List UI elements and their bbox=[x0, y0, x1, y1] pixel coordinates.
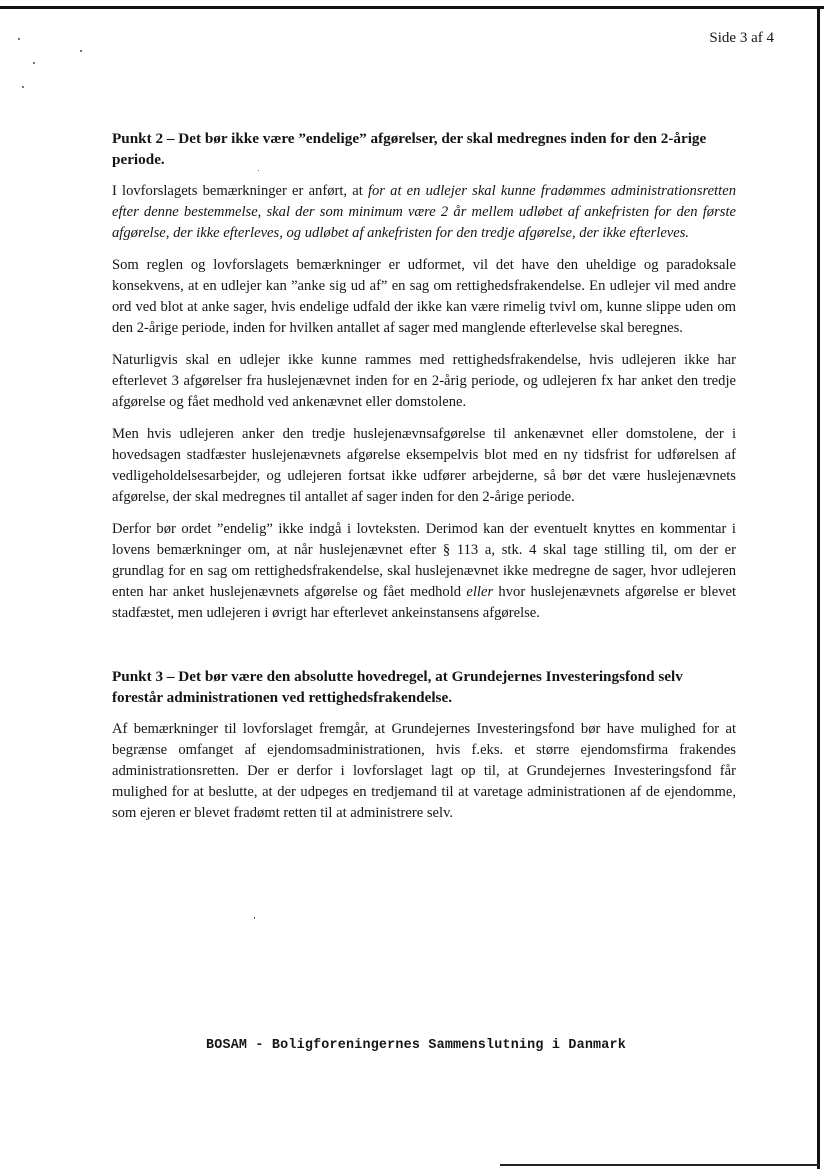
scan-speck bbox=[33, 62, 35, 64]
paragraph-tail: hvor huslejenævnets afgørelse er blevet stadfæstet, men udlejeren i øvrigt har efterlevet ankeinstansens afgørelse. bbox=[112, 584, 737, 621]
paragraph-lead: I lovforslagets bemærkninger er anført, at bbox=[112, 183, 368, 199]
scan-speck bbox=[22, 86, 24, 88]
paragraph: Som reglen og lovforslagets bemærkninger er udformet, vil det have den uheldige og paradoksale konsekvens, at en udlejer kan ”anke sig ud af” en sag om rettighedsfrakendelse. En udlejer vil med andre ord ved blot at anke sager, hvis endelige udfald der ikke kan være rimelig tvivl om, kunne slippe uden om den 2-årige periode, inden for hvilken antallet af sager med manglende efterlevelse skal beregnes. bbox=[112, 257, 736, 336]
scan-speck bbox=[80, 50, 82, 52]
emphasis: eller bbox=[466, 584, 494, 600]
paragraph-lead: Derfor bør ordet ”endelig” ikke indgå i lovteksten. Derimod kan der eventuelt knyttes en kommentar i lovens bemærkninger om, at når huslejenævnet efter § 113 a, stk. 4 skal tage stilling til, om der er grundlag for en sag om rettighedsfrakendelse, skal huslejenævnet ikke medregne de sager, hvor udlejeren enten har anket huslejenævnets afgørelse og fået medhold bbox=[112, 521, 736, 600]
page-border-bottom bbox=[500, 1164, 820, 1166]
paragraph: Men hvis udlejeren anker den tredje huslejenævnsafgørelse til ankenævnet eller domstolene, der i hovedsagen stadfæster huslejenævnets afgørelse eksempelvis blot med en ny tidsfrist for udførelsen af vedligeholdelsesarbejder, og udlejeren fortsat ikke udfører arbejderne, så bør det være huslejenævnets afgørelse, der skal medregnes til antallet af sager inden for den 2-årige periode. bbox=[112, 426, 736, 505]
page-border-right bbox=[817, 6, 820, 1169]
paragraph: Af bemærkninger til lovforslaget fremgår, at Grundejernes Investeringsfond bør have mulighed for at begrænse omfanget af ejendomsadministrationen, hvis f.eks. et større ejendomsfirma frakendes administrationsretten. Der er derfor i lovforslaget lagt op til, at Grundejernes Investeringsfond får mulighed for at beslutte, at der udpeges en tredjemand til at varetage administrationen af de ejendomme, som ejeren er blevet fradømt retten til at administrere selv. bbox=[112, 721, 736, 821]
section-heading: Punkt 3 – Det bør være den absolutte hovedregel, at Grundejernes Investeringsfond selv forestår administrationen ved rettighedsfrakendelse. bbox=[112, 668, 683, 706]
scan-speck bbox=[254, 917, 255, 919]
section-gap bbox=[112, 635, 736, 666]
section-punkt-3 bbox=[112, 666, 736, 824]
section-heading: Punkt 2 – Det bør ikke være ”endelige” afgørelser, der skal medregnes inden for den 2-årige periode. bbox=[112, 130, 707, 168]
paragraph bbox=[112, 519, 736, 624]
scan-speck bbox=[18, 38, 20, 40]
document-body bbox=[112, 128, 736, 835]
section-punkt-2 bbox=[112, 128, 736, 624]
quoted-remark: for at en udlejer skal kunne fradømmes administrationsretten efter denne bestemmelse, skal der som minimum være 2 år mellem udløbet af ankefristen for den første afgørelse, der ikke efterleves, og udløbet af ankefristen for den tredje afgørelse, der ikke efterleves. bbox=[112, 183, 736, 241]
footer-text: BOSAM - Boligforeningernes Sammenslutning i Danmark bbox=[205, 1038, 627, 1053]
page-border-top bbox=[0, 6, 824, 9]
paragraph: Naturligvis skal en udlejer ikke kunne rammes med rettighedsfrakendelse, hvis udlejeren ikke har efterlevet 3 afgørelser fra huslejenævnet inden for en 2-årig periode, og udlejeren fx har anket den tredje afgørelse og fået medhold ved ankenævnet eller domstolene. bbox=[112, 352, 736, 410]
page-footer bbox=[0, 1038, 824, 1053]
paragraph bbox=[112, 181, 736, 244]
page-number: Side 3 af 4 bbox=[709, 30, 774, 46]
